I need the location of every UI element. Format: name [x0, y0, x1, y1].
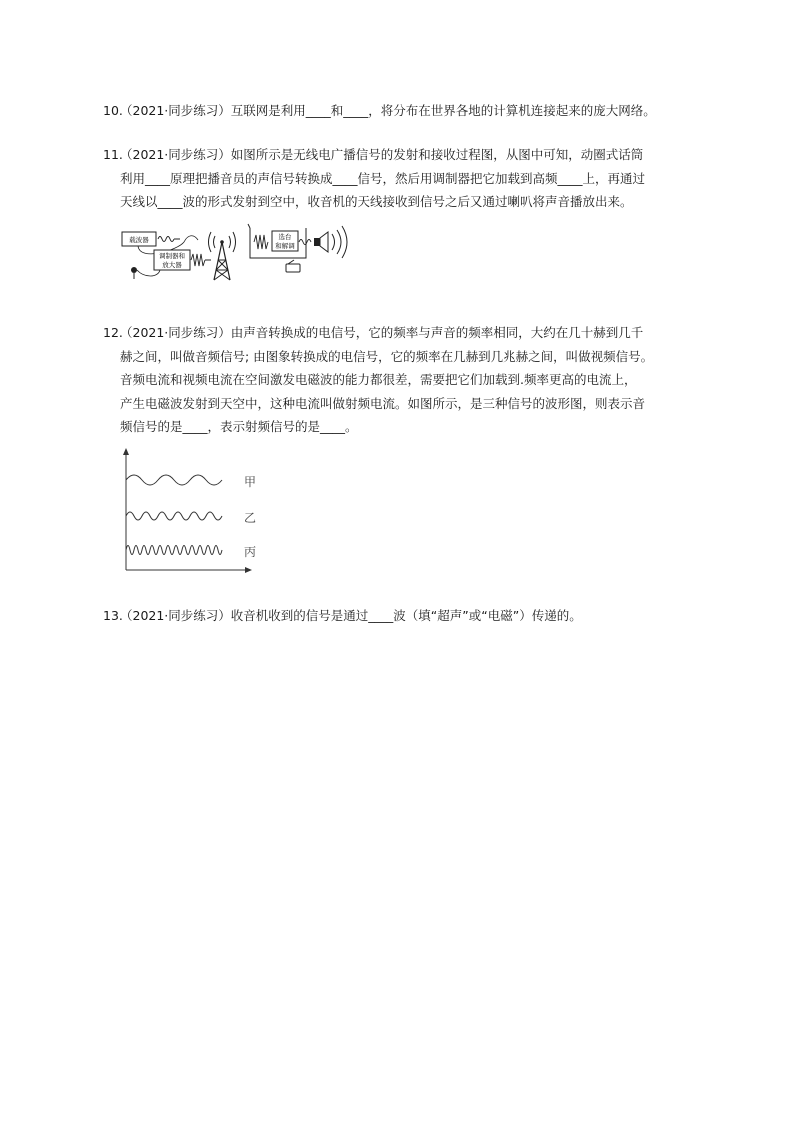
wave-bing: [126, 546, 222, 555]
question-number: 13.: [103, 608, 123, 623]
question-13: [103, 604, 703, 628]
question-text-line: 频信号的是____，表示射频信号的是____。: [120, 419, 358, 434]
question-text: （2021·同步练习）收音机收到的信号是通过____波（填“超声”或“电磁”）传递的。: [120, 608, 582, 623]
question-number: 10.: [103, 103, 123, 118]
question-number: 12.: [103, 325, 123, 340]
modulator-label-1: 调制器和: [159, 252, 185, 260]
modulator-label-2: 放大器: [162, 261, 182, 269]
question-text-line: （2021·同步练习）由声音转换成的电信号，它的频率与声音的频率相同，大约在几十赫到几千: [120, 325, 644, 340]
waveform-figure: [115, 446, 265, 574]
antenna-tower-icon: [209, 232, 236, 280]
question-10: [103, 99, 703, 123]
question-text-line: 利用____原理把播音员的声信号转换成____信号，然后用调制器把它加载到高频____上，再通过: [120, 170, 646, 186]
radio-icon: [286, 264, 300, 272]
question-text-line: （2021·同步练习）如图所示是无线电广播信号的发射和接收过程图，从图中可知，动圈式话筒: [120, 147, 644, 162]
wave-yi: [126, 512, 222, 520]
microphone-icon: [131, 267, 137, 273]
tuner-label-2: 和解调: [275, 242, 295, 250]
question-text-line: 天线以____波的形式发射到空中，收音机的天线接收到信号之后又通过喇叭将声音播放出来。: [120, 194, 633, 209]
question-text: （2021·同步练习）互联网是利用____和____，将分布在世界各地的计算机连接起来的庞大网络。: [120, 103, 656, 118]
question-text-line: 赫之间，叫做音频信号; 由图象转换成的电信号，它的频率在几赫到几兆赫之间，叫做视频信号。: [120, 348, 654, 364]
question-text-line: 音频电流和视频电流在空间激发电磁波的能力都很差，需要把它们加载到.频率更高的电流上，: [120, 372, 637, 387]
radio-broadcast-diagram: [118, 222, 358, 284]
label-jia: 甲: [244, 475, 257, 489]
question-12: [103, 321, 703, 439]
tuner-label-1: 选台: [278, 233, 292, 241]
question-text-line: 产生电磁波发射到天空中，这种电流叫做射频电流。如图所示，是三种信号的波形图，则表示音: [120, 395, 646, 411]
question-11: [103, 143, 703, 214]
carrier-label: 载波器: [129, 236, 149, 244]
label-bing: 丙: [244, 545, 257, 559]
label-yi: 乙: [244, 511, 257, 525]
speaker-icon: [314, 226, 347, 258]
wave-jia: [126, 475, 222, 485]
question-number: 11.: [103, 147, 123, 162]
